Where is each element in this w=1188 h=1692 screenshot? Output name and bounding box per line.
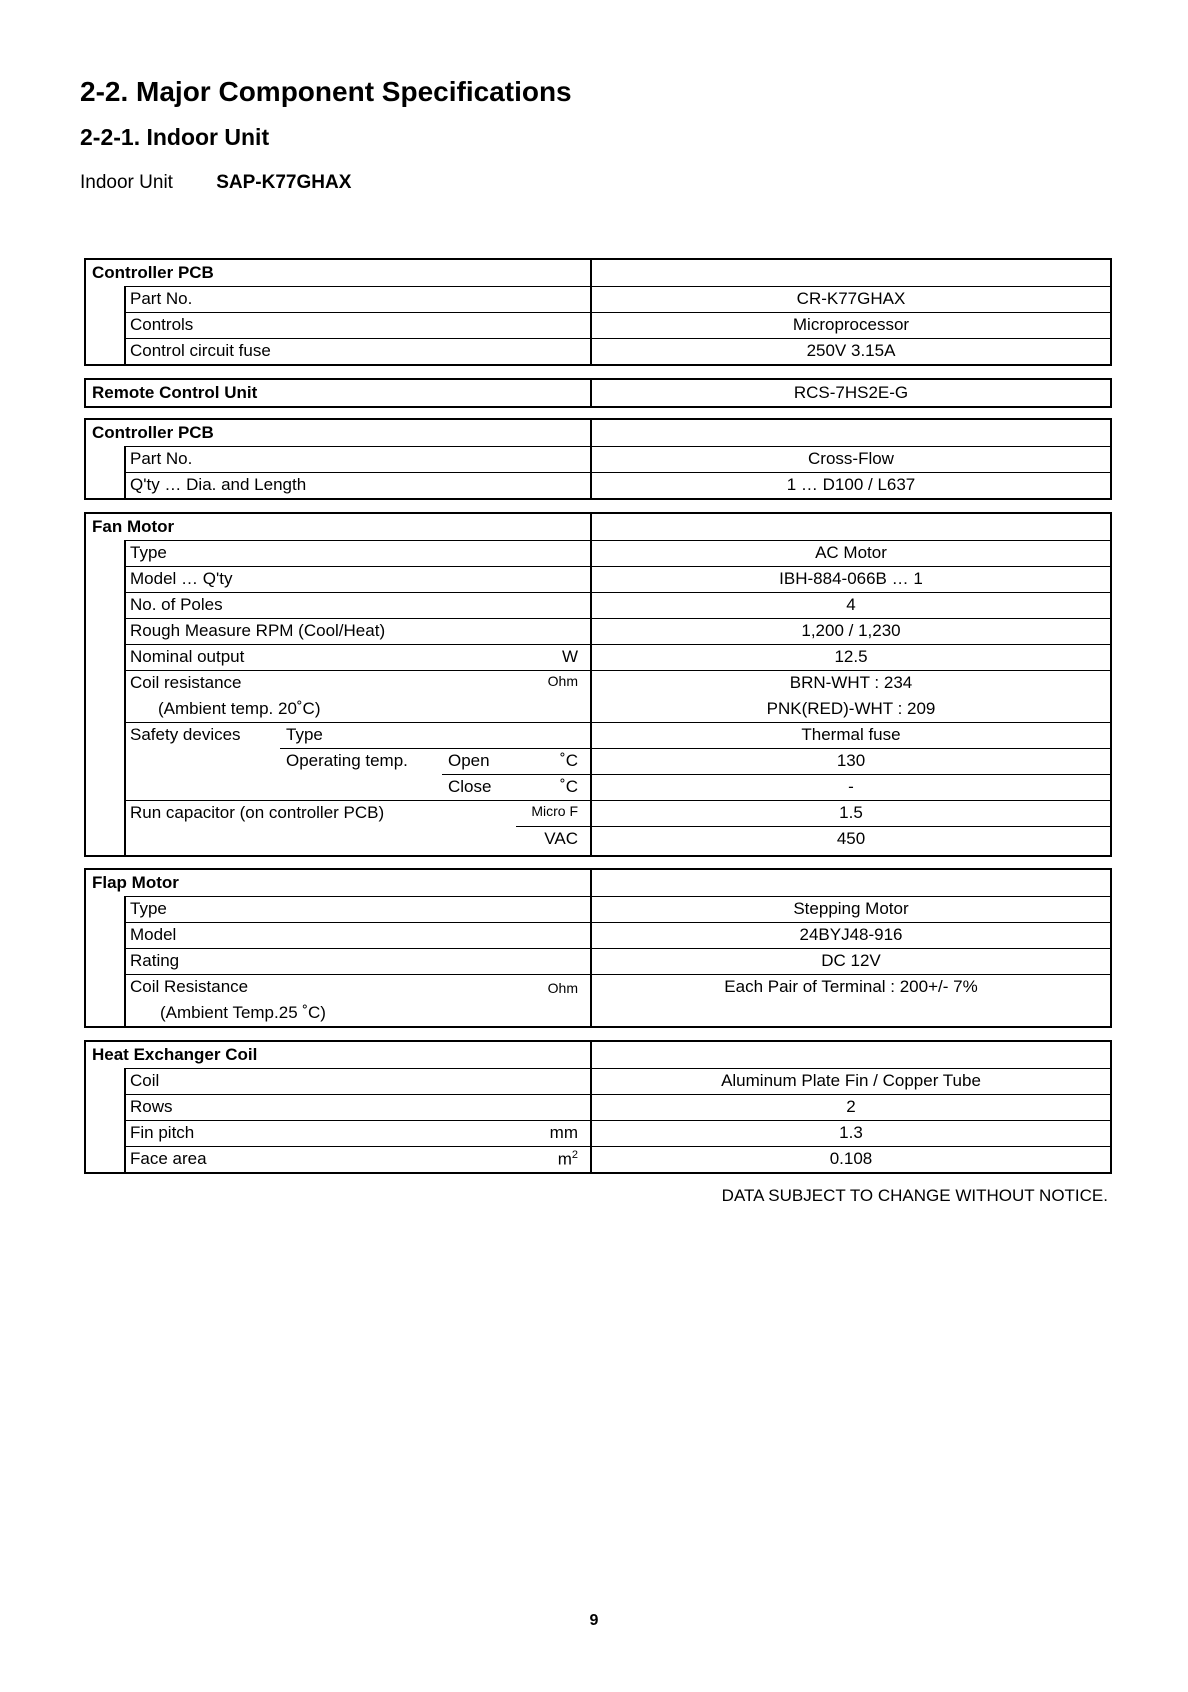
flap-motor-block: Flap Motor Type Stepping Motor Model 24BYJ48-916 Rating DC 12V Coil Resistance Ohm Each Pair of Terminal : 200+/- 7% (Ambient Temp.25 ˚C) [84, 868, 1112, 1028]
change-notice: DATA SUBJECT TO CHANGE WITHOUT NOTICE. [721, 1186, 1108, 1205]
face-area-unit: $m^2$ [557, 1149, 578, 1169]
heat-exchanger-block: Heat Exchanger Coil Coil Aluminum Plate Fin / Copper Tube Rows 2 Fin pitch mm 1.3 Face area $m^2$ 0.108 [84, 1040, 1112, 1174]
fan-motor-block: Fan Motor Type AC Motor Model … Q'ty IBH-884-066B … 1 No. of Poles 4 Rough Measure RPM (Cool/Heat) 1,200 / 1,230 Nominal output W 12.5 Coil resistance Ohm BRN-WHT : 234 (Ambient temp. 20˚C) PNK(RED)-WHT : 209 Safety devices Type Thermal fuse Operating temp. Open ˚C 130 Close ˚C - Run capacitor (on controller PCB) Micro F 1.5 VAC 450 [84, 512, 1112, 857]
section-title: 2-2. Major Component Specifications [80, 76, 572, 107]
indoor-unit-model: SAP-K77GHAX [216, 172, 352, 193]
controller-pcb-header: Controller PCB [92, 263, 214, 282]
indoor-unit-label: Indoor Unit [80, 172, 173, 193]
controller-pcb-block: Controller PCB Part No. CR-K77GHAX Controls Microprocessor Control circuit fuse 250V 3.15A [84, 258, 1112, 366]
indoor-unit-line [80, 172, 351, 194]
subsection-title: 2-2-1. Indoor Unit [80, 124, 270, 150]
fan-block: Controller PCB Part No. Cross-Flow Q'ty … Dia. and Length 1 … D100 / L637 [84, 418, 1112, 500]
page-number: 9 [589, 1612, 599, 1629]
remote-control-block: Remote Control Unit RCS-7HS2E-G [84, 378, 1112, 408]
